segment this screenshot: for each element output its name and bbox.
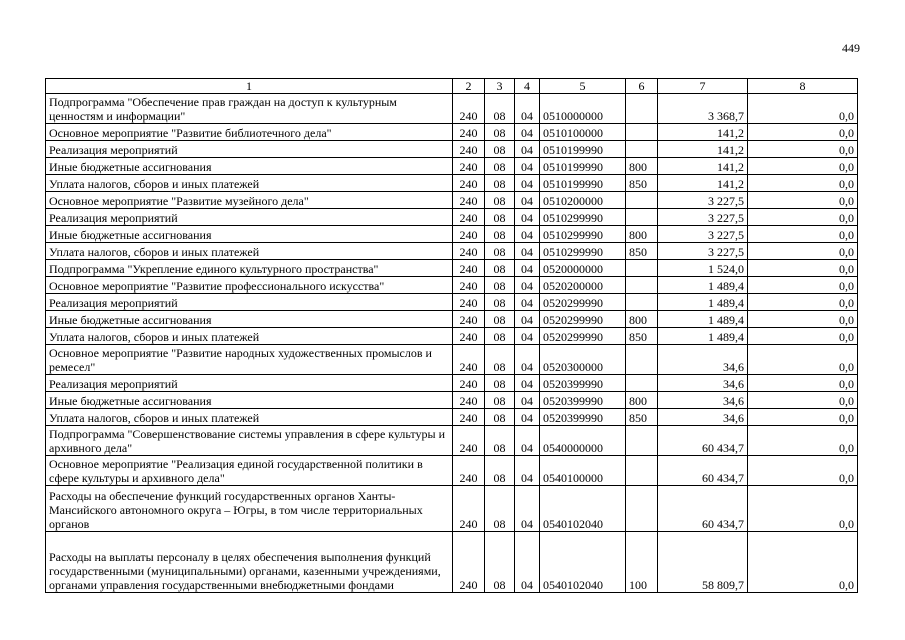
grbs-cell: 240 xyxy=(453,260,485,277)
grbs-cell: 240 xyxy=(453,311,485,328)
subsection-cell: 04 xyxy=(515,345,540,375)
expense-type-cell: 800 xyxy=(626,226,658,243)
amount-cell: 1 489,4 xyxy=(658,311,748,328)
column-header-1: 1 xyxy=(46,79,453,94)
amount-2-cell: 0,0 xyxy=(748,277,858,294)
target-article-cell: 0510100000 xyxy=(540,124,626,141)
section-cell: 08 xyxy=(485,175,515,192)
subsection-cell: 04 xyxy=(515,426,540,456)
target-article-cell: 0510200000 xyxy=(540,192,626,209)
expense-type-cell xyxy=(626,456,658,486)
expense-type-cell: 100 xyxy=(626,532,658,593)
amount-cell: 141,2 xyxy=(658,158,748,175)
subsection-cell: 04 xyxy=(515,375,540,392)
expense-type-cell: 850 xyxy=(626,409,658,426)
target-article-cell: 0520000000 xyxy=(540,260,626,277)
table-row xyxy=(46,532,858,593)
row-name-cell: Расходы на выплаты персоналу в целях обеспечения выполнения функций государственными (муниципальными) органами, казенными учреждениями, органами управления государственными внебюджетными фондами xyxy=(46,532,453,593)
grbs-cell: 240 xyxy=(453,486,485,532)
page-number: 449 xyxy=(842,41,860,55)
row-name-cell: Иные бюджетные ассигнования xyxy=(46,392,453,409)
expense-type-cell xyxy=(626,426,658,456)
amount-2-cell: 0,0 xyxy=(748,260,858,277)
subsection-cell: 04 xyxy=(515,141,540,158)
row-name-cell: Уплата налогов, сборов и иных платежей xyxy=(46,409,453,426)
section-cell: 08 xyxy=(485,311,515,328)
row-name-cell: Реализация мероприятий xyxy=(46,294,453,311)
subsection-cell: 04 xyxy=(515,243,540,260)
amount-cell: 1 524,0 xyxy=(658,260,748,277)
subsection-cell: 04 xyxy=(515,192,540,209)
section-cell: 08 xyxy=(485,532,515,593)
column-header-2: 2 xyxy=(453,79,485,94)
expense-type-cell xyxy=(626,209,658,226)
table-row xyxy=(46,124,858,141)
subsection-cell: 04 xyxy=(515,124,540,141)
subsection-cell: 04 xyxy=(515,158,540,175)
target-article-cell: 0540100000 xyxy=(540,456,626,486)
amount-2-cell: 0,0 xyxy=(748,486,858,532)
subsection-cell: 04 xyxy=(515,294,540,311)
table-row xyxy=(46,243,858,260)
subsection-cell: 04 xyxy=(515,311,540,328)
subsection-cell: 04 xyxy=(515,532,540,593)
table-row xyxy=(46,158,858,175)
row-name-cell: Подпрограмма "Обеспечение прав граждан на доступ к культурным ценностям и информации" xyxy=(46,94,453,124)
amount-2-cell: 0,0 xyxy=(748,426,858,456)
section-cell: 08 xyxy=(485,486,515,532)
grbs-cell: 240 xyxy=(453,158,485,175)
row-name-cell: Реализация мероприятий xyxy=(46,141,453,158)
amount-cell: 34,6 xyxy=(658,392,748,409)
expense-type-cell xyxy=(626,486,658,532)
amount-2-cell: 0,0 xyxy=(748,456,858,486)
expense-type-cell xyxy=(626,375,658,392)
amount-2-cell: 0,0 xyxy=(748,532,858,593)
section-cell: 08 xyxy=(485,260,515,277)
expense-type-cell xyxy=(626,277,658,294)
grbs-cell: 240 xyxy=(453,209,485,226)
grbs-cell: 240 xyxy=(453,124,485,141)
target-article-cell: 0510199990 xyxy=(540,141,626,158)
target-article-cell: 0510000000 xyxy=(540,94,626,124)
target-article-cell: 0510299990 xyxy=(540,226,626,243)
section-cell: 08 xyxy=(485,124,515,141)
table-row xyxy=(46,277,858,294)
amount-2-cell: 0,0 xyxy=(748,409,858,426)
table-row xyxy=(46,311,858,328)
expense-type-cell xyxy=(626,124,658,141)
grbs-cell: 240 xyxy=(453,409,485,426)
amount-2-cell: 0,0 xyxy=(748,311,858,328)
subsection-cell: 04 xyxy=(515,328,540,345)
row-name-cell: Основное мероприятие "Реализация единой государственной политики в сфере культуры и архивного дела" xyxy=(46,456,453,486)
grbs-cell: 240 xyxy=(453,141,485,158)
amount-cell: 34,6 xyxy=(658,409,748,426)
grbs-cell: 240 xyxy=(453,532,485,593)
subsection-cell: 04 xyxy=(515,409,540,426)
amount-2-cell: 0,0 xyxy=(748,328,858,345)
row-name-cell: Уплата налогов, сборов и иных платежей xyxy=(46,175,453,192)
row-name-cell: Уплата налогов, сборов и иных платежей xyxy=(46,328,453,345)
subsection-cell: 04 xyxy=(515,94,540,124)
table-row xyxy=(46,209,858,226)
amount-2-cell: 0,0 xyxy=(748,226,858,243)
amount-cell: 34,6 xyxy=(658,345,748,375)
amount-2-cell: 0,0 xyxy=(748,209,858,226)
grbs-cell: 240 xyxy=(453,226,485,243)
grbs-cell: 240 xyxy=(453,294,485,311)
section-cell: 08 xyxy=(485,192,515,209)
table-row xyxy=(46,175,858,192)
grbs-cell: 240 xyxy=(453,456,485,486)
amount-cell: 3 227,5 xyxy=(658,243,748,260)
section-cell: 08 xyxy=(485,456,515,486)
expense-type-cell xyxy=(626,192,658,209)
table-row xyxy=(46,345,858,375)
column-header-4: 4 xyxy=(515,79,540,94)
amount-2-cell: 0,0 xyxy=(748,158,858,175)
amount-cell: 60 434,7 xyxy=(658,456,748,486)
subsection-cell: 04 xyxy=(515,277,540,294)
section-cell: 08 xyxy=(485,409,515,426)
subsection-cell: 04 xyxy=(515,209,540,226)
expense-type-cell: 800 xyxy=(626,392,658,409)
table-row xyxy=(46,328,858,345)
amount-cell: 3 368,7 xyxy=(658,94,748,124)
grbs-cell: 240 xyxy=(453,375,485,392)
target-article-cell: 0520200000 xyxy=(540,277,626,294)
grbs-cell: 240 xyxy=(453,392,485,409)
row-name-cell: Иные бюджетные ассигнования xyxy=(46,311,453,328)
expense-type-cell xyxy=(626,141,658,158)
table-row xyxy=(46,141,858,158)
section-cell: 08 xyxy=(485,94,515,124)
amount-cell: 141,2 xyxy=(658,124,748,141)
expense-type-cell: 800 xyxy=(626,158,658,175)
subsection-cell: 04 xyxy=(515,260,540,277)
table-row xyxy=(46,486,858,532)
section-cell: 08 xyxy=(485,426,515,456)
amount-cell: 60 434,7 xyxy=(658,486,748,532)
target-article-cell: 0520299990 xyxy=(540,328,626,345)
section-cell: 08 xyxy=(485,209,515,226)
expense-type-cell xyxy=(626,260,658,277)
amount-2-cell: 0,0 xyxy=(748,294,858,311)
amount-2-cell: 0,0 xyxy=(748,243,858,260)
amount-cell: 34,6 xyxy=(658,375,748,392)
target-article-cell: 0520399990 xyxy=(540,409,626,426)
amount-cell: 141,2 xyxy=(658,141,748,158)
row-name-cell: Реализация мероприятий xyxy=(46,209,453,226)
table-row xyxy=(46,375,858,392)
amount-2-cell: 0,0 xyxy=(748,94,858,124)
section-cell: 08 xyxy=(485,392,515,409)
section-cell: 08 xyxy=(485,277,515,294)
table-row xyxy=(46,94,858,124)
expense-type-cell xyxy=(626,94,658,124)
subsection-cell: 04 xyxy=(515,392,540,409)
target-article-cell: 0540102040 xyxy=(540,532,626,593)
table-row xyxy=(46,456,858,486)
column-header-6: 6 xyxy=(626,79,658,94)
row-name-cell: Расходы на обеспечение функций государственных органов Ханты-Мансийского автономного округа – Югры, в том числе территориальных органов xyxy=(46,486,453,532)
column-header-7: 7 xyxy=(658,79,748,94)
budget-table xyxy=(45,78,858,593)
subsection-cell: 04 xyxy=(515,456,540,486)
table-row xyxy=(46,392,858,409)
subsection-cell: 04 xyxy=(515,486,540,532)
section-cell: 08 xyxy=(485,243,515,260)
amount-cell: 1 489,4 xyxy=(658,277,748,294)
amount-cell: 1 489,4 xyxy=(658,294,748,311)
row-name-cell: Реализация мероприятий xyxy=(46,375,453,392)
table-row xyxy=(46,426,858,456)
grbs-cell: 240 xyxy=(453,94,485,124)
expense-type-cell: 800 xyxy=(626,311,658,328)
amount-2-cell: 0,0 xyxy=(748,192,858,209)
amount-cell: 1 489,4 xyxy=(658,328,748,345)
amount-cell: 141,2 xyxy=(658,175,748,192)
grbs-cell: 240 xyxy=(453,192,485,209)
table-row xyxy=(46,409,858,426)
target-article-cell: 0510199990 xyxy=(540,158,626,175)
expense-type-cell xyxy=(626,345,658,375)
expense-type-cell: 850 xyxy=(626,175,658,192)
section-cell: 08 xyxy=(485,375,515,392)
amount-cell: 3 227,5 xyxy=(658,209,748,226)
target-article-cell: 0510299990 xyxy=(540,209,626,226)
row-name-cell: Основное мероприятие "Развитие профессионального искусства" xyxy=(46,277,453,294)
row-name-cell: Основное мероприятие "Развитие музейного дела" xyxy=(46,192,453,209)
section-cell: 08 xyxy=(485,345,515,375)
grbs-cell: 240 xyxy=(453,243,485,260)
grbs-cell: 240 xyxy=(453,426,485,456)
amount-2-cell: 0,0 xyxy=(748,375,858,392)
section-cell: 08 xyxy=(485,226,515,243)
grbs-cell: 240 xyxy=(453,175,485,192)
expense-type-cell: 850 xyxy=(626,243,658,260)
amount-2-cell: 0,0 xyxy=(748,175,858,192)
amount-2-cell: 0,0 xyxy=(748,345,858,375)
row-name-cell: Уплата налогов, сборов и иных платежей xyxy=(46,243,453,260)
expense-type-cell xyxy=(626,294,658,311)
target-article-cell: 0540102040 xyxy=(540,486,626,532)
grbs-cell: 240 xyxy=(453,345,485,375)
amount-2-cell: 0,0 xyxy=(748,141,858,158)
row-name-cell: Основное мероприятие "Развитие библиотечного дела" xyxy=(46,124,453,141)
expense-type-cell: 850 xyxy=(626,328,658,345)
row-name-cell: Подпрограмма "Совершенствование системы управления в сфере культуры и архивного дела" xyxy=(46,426,453,456)
table-row xyxy=(46,226,858,243)
subsection-cell: 04 xyxy=(515,226,540,243)
row-name-cell: Иные бюджетные ассигнования xyxy=(46,158,453,175)
row-name-cell: Иные бюджетные ассигнования xyxy=(46,226,453,243)
section-cell: 08 xyxy=(485,328,515,345)
target-article-cell: 0510299990 xyxy=(540,243,626,260)
table-row xyxy=(46,260,858,277)
section-cell: 08 xyxy=(485,141,515,158)
table-row xyxy=(46,294,858,311)
column-header-5: 5 xyxy=(540,79,626,94)
column-header-8: 8 xyxy=(748,79,858,94)
target-article-cell: 0520399990 xyxy=(540,375,626,392)
target-article-cell: 0520299990 xyxy=(540,311,626,328)
section-cell: 08 xyxy=(485,158,515,175)
grbs-cell: 240 xyxy=(453,328,485,345)
table-row xyxy=(46,192,858,209)
amount-2-cell: 0,0 xyxy=(748,124,858,141)
subsection-cell: 04 xyxy=(515,175,540,192)
amount-cell: 3 227,5 xyxy=(658,226,748,243)
target-article-cell: 0540000000 xyxy=(540,426,626,456)
target-article-cell: 0520399990 xyxy=(540,392,626,409)
grbs-cell: 240 xyxy=(453,277,485,294)
amount-2-cell: 0,0 xyxy=(748,392,858,409)
target-article-cell: 0520299990 xyxy=(540,294,626,311)
amount-cell: 58 809,7 xyxy=(658,532,748,593)
amount-cell: 60 434,7 xyxy=(658,426,748,456)
row-name-cell: Подпрограмма "Укрепление единого культурного пространства" xyxy=(46,260,453,277)
column-header-3: 3 xyxy=(485,79,515,94)
section-cell: 08 xyxy=(485,294,515,311)
table-header-row xyxy=(46,79,858,94)
amount-cell: 3 227,5 xyxy=(658,192,748,209)
row-name-cell: Основное мероприятие "Развитие народных художественных промыслов и ремесел" xyxy=(46,345,453,375)
target-article-cell: 0520300000 xyxy=(540,345,626,375)
target-article-cell: 0510199990 xyxy=(540,175,626,192)
